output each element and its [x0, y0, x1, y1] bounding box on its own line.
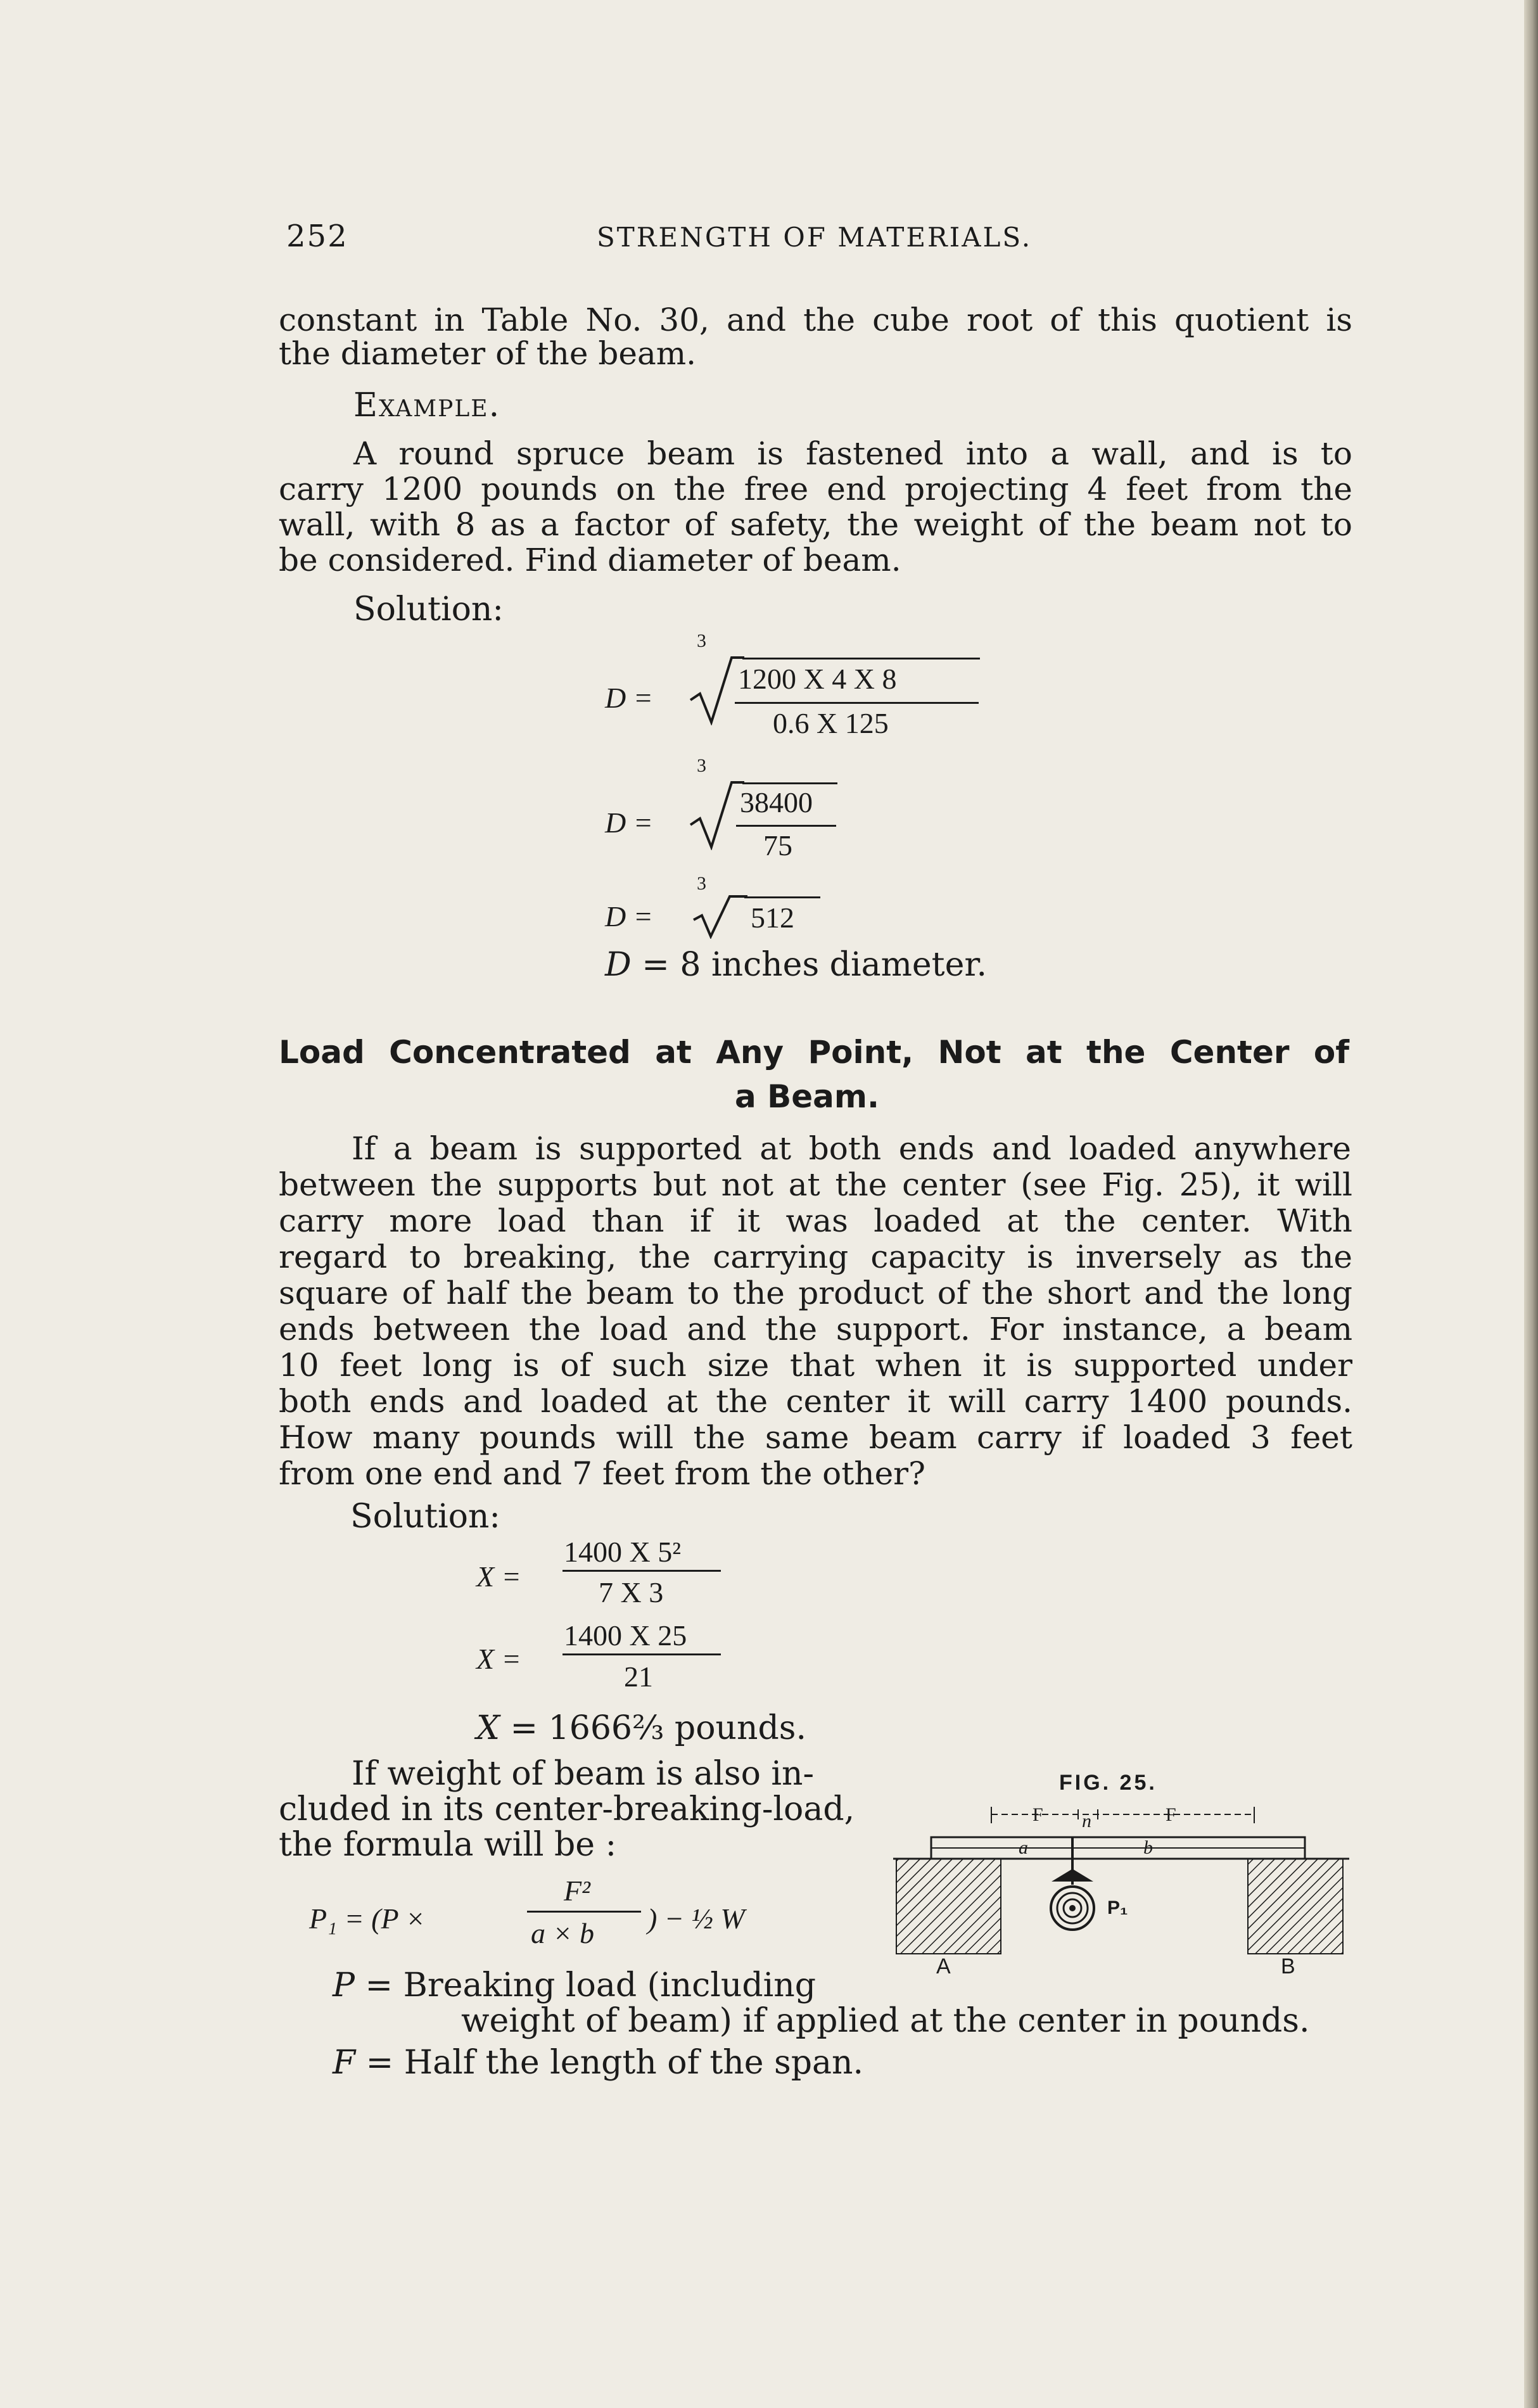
fraction-bar-2: [736, 825, 836, 827]
intro-line-2: the diameter of the beam.: [279, 335, 697, 372]
support-right: [1248, 1859, 1343, 1954]
def-p-symbol: P: [333, 1966, 355, 2004]
page-edge-shadow: [1524, 0, 1538, 2408]
support-b-label: B: [1281, 1954, 1298, 1978]
x2-lhs: X =: [476, 1643, 521, 1675]
section-heading-line-1: Load Concentrated at Any Point, Not at the Center of: [279, 1034, 1349, 1071]
figure-caption: FIG. 25.: [1059, 1771, 1157, 1795]
radical-sign-3: [690, 895, 747, 939]
radical-sign-1: [687, 656, 744, 725]
section-line-3: carry more load than if it was loaded at the center. With: [279, 1202, 1352, 1239]
formula-lhs: P₁ = (P ×: [309, 1902, 426, 1935]
radical-overline-2: [742, 782, 837, 784]
dimension-top: [991, 1807, 1254, 1823]
x3-lhs: X =: [476, 1709, 538, 1747]
weight-line-3: the formula will be :: [279, 1826, 617, 1864]
weight-line-2: cluded in its center-breaking-load,: [279, 1790, 855, 1828]
load-weight: [1051, 1887, 1094, 1930]
eq2-numerator: 38400: [740, 786, 813, 819]
solution-label-2: Solution:: [350, 1498, 500, 1536]
x2-numerator: 1400 X 25: [564, 1619, 687, 1652]
x3: [476, 1710, 806, 1746]
eq2-lhs: D =: [605, 806, 653, 839]
radical-sign-2: [687, 780, 744, 850]
def-f-symbol: F: [333, 2044, 356, 2082]
formula-fraction-bar: [527, 1911, 641, 1913]
section-line-10: from one end and 7 feet from the other?: [279, 1455, 925, 1492]
support-a-label: A: [936, 1954, 953, 1978]
running-title: STRENGTH OF MATERIALS.: [597, 222, 1033, 253]
def-f-text: = Half the length of the span.: [365, 2044, 864, 2082]
x1-numerator: 1400 X 5²: [564, 1536, 682, 1568]
eq3-lhs: D =: [605, 900, 653, 933]
fraction-bar-1: [735, 702, 979, 704]
def-f: [333, 2045, 863, 2080]
eq4: [605, 947, 987, 983]
dim-f-left: F: [1033, 1804, 1043, 1825]
x3-rhs: 1666⅔ pounds.: [548, 1709, 806, 1747]
formula-denominator: a × b: [531, 1917, 595, 1949]
x1-denominator: 7 X 3: [599, 1576, 664, 1609]
solution-label: Solution:: [353, 590, 504, 628]
section-line-8: both ends and loaded at the center it will carry 1400 pounds.: [279, 1383, 1352, 1420]
eq1-lhs: D =: [605, 682, 653, 714]
section-line-9: How many pounds will the same beam carry if loaded 3 feet: [279, 1419, 1352, 1456]
example-line-1: A round spruce beam is fastened into a wall, and is to: [353, 435, 1352, 472]
section-line-6: ends between the load and the support. For instance, a beam: [279, 1311, 1352, 1347]
root-index: 3: [697, 630, 706, 651]
formula-numerator: F²: [564, 1875, 590, 1907]
intro-line-1: constant in Table No. 30, and the cube root of this quotient is: [279, 302, 1352, 338]
root-index-2: 3: [697, 755, 706, 776]
section-line-4: regard to breaking, the carrying capacity is inversely as the: [279, 1239, 1352, 1275]
example-line-4: be considered. Find diameter of beam.: [279, 542, 901, 578]
page-number: 252: [286, 219, 348, 254]
eq4-lhs: D =: [605, 946, 670, 984]
load-label: P₁: [1107, 1897, 1128, 1918]
def-p-text: = Breaking load (including: [365, 1966, 817, 2004]
dim-f-right: F: [1166, 1804, 1176, 1825]
eq1-denominator: 0.6 X 125: [773, 707, 889, 739]
formula-tail: ) − ½ W: [647, 1902, 745, 1935]
dim-n: n: [1082, 1811, 1091, 1831]
support-left: [896, 1859, 1001, 1954]
dim-b: b: [1143, 1837, 1153, 1858]
example-line-3: wall, with 8 as a factor of safety, the weight of the beam not to: [279, 506, 1352, 543]
eq2-denominator: 75: [763, 829, 792, 862]
section-line-7: 10 feet long is of such size that when it is supported under: [279, 1347, 1352, 1384]
example-label: Example.: [353, 386, 501, 424]
x1-lhs: X =: [476, 1560, 521, 1593]
def-p-line-2: weight of beam) if applied at the center in pounds.: [461, 2002, 1310, 2040]
section-line-2: between the supports but not at the center (see Fig. 25), it will: [279, 1166, 1352, 1203]
load-hook: [1052, 1869, 1093, 1882]
eq3-radicand: 512: [751, 901, 794, 934]
radical-overline-3: [744, 896, 820, 898]
weight-line-1: If weight of beam is also in-: [352, 1755, 815, 1793]
eq1-numerator: 1200 X 4 X 8: [738, 663, 897, 695]
eq4-rhs: 8 inches diameter.: [680, 946, 988, 984]
section-line-5: square of half the beam to the product of the short and the long: [279, 1275, 1352, 1311]
x2-fraction-bar: [562, 1653, 721, 1655]
x1-fraction-bar: [562, 1570, 721, 1572]
def-p-line-1: [333, 1968, 816, 2003]
section-line-1: If a beam is supported at both ends and loaded anywhere: [352, 1130, 1351, 1167]
x2-denominator: 21: [624, 1660, 653, 1693]
radical-overline-1: [742, 658, 980, 659]
example-line-2: carry 1200 pounds on the free end projecting 4 feet from the: [279, 471, 1352, 507]
dim-a: a: [1019, 1837, 1028, 1858]
root-index-3: 3: [697, 873, 706, 894]
section-heading-line-2: a Beam.: [735, 1078, 880, 1115]
